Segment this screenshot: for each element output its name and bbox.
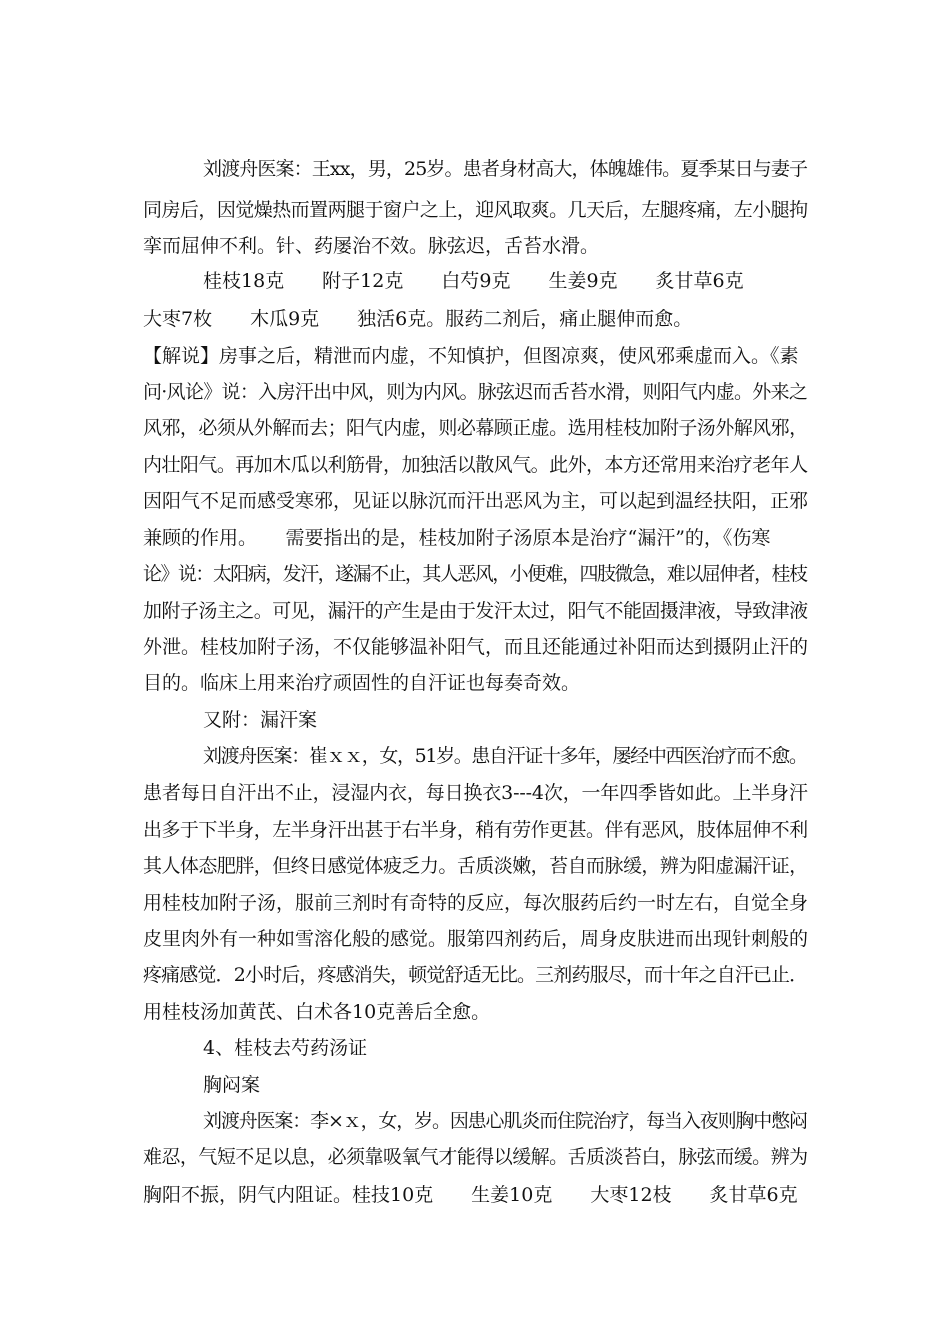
text-line (0, 924, 950, 954)
line-text: 论》说：太阳病，发汗，遂漏不止，其人恶风，小便难，四肢微急，难以屈伸者，桂枝 (143, 563, 807, 585)
line-text: 桂枝18克 附子12克 白芍9克 生姜9克 炙甘草6克 (203, 270, 744, 292)
text-line (0, 1106, 950, 1136)
line-text: 刘渡舟医案：王xx，男，25岁。患者身材高大，体魄雄伟。夏季某日与妻子 (203, 158, 808, 180)
text-line (0, 741, 950, 771)
line-text: 又附：漏汗案 (203, 709, 318, 731)
text-line (0, 596, 950, 626)
text-line (0, 304, 950, 334)
line-text: 内壮阳气。再加木瓜以利筋骨，加独活以散风气。此外，本方还常用来治疗老年人 (143, 454, 808, 476)
line-text: 同房后，因觉燥热而置两腿于窗户之上，迎风取爽。几天后，左腿疼痛，左小腿拘 (143, 199, 808, 221)
line-text: 刘渡舟医案：崔ｘｘ，女，51岁。患自汗证十多年，屡经中西医治疗而不愈。 (203, 745, 807, 767)
text-line (0, 195, 950, 225)
line-text: 兼顾的作用。 需要指出的是，桂枝加附子汤原本是治疗“漏汗”的，《伤寒 (143, 527, 771, 549)
text-line (0, 559, 950, 589)
text-line (0, 851, 950, 881)
line-text: 胸阳不振，阴气内阻证。桂技10克 生姜10克 大枣12枝 炙甘草6克 (143, 1184, 798, 1206)
text-line (0, 413, 950, 443)
line-text: 患者每日自汗出不止，浸湿内衣，每日换衣3---4次，一年四季皆如此。上半身汗 (143, 782, 808, 804)
text-line (0, 154, 950, 184)
line-text: 胸闷案 (203, 1074, 261, 1096)
text-line (0, 341, 950, 371)
text-line (0, 1033, 950, 1063)
line-text: 难忍，气短不足以息，必须靠吸氧气才能得以缓解。舌质淡苔白，脉弦而缓。辨为 (143, 1146, 808, 1168)
text-line (0, 632, 950, 662)
text-line (0, 1070, 950, 1100)
text-line (0, 231, 950, 261)
text-line (0, 1142, 950, 1172)
line-text: 风邪，必须从外解而去；阳气内虚，则必幕顾正虚。选用桂枝加附子汤外解风邪， (143, 417, 808, 439)
line-text: 用桂枝加附子汤，服前三剂时有奇特的反应，每次服药后约一时左右，自觉全身 (143, 892, 809, 914)
line-text: 出多于下半身，左半身汗出甚于右半身，稍有劳作更甚。伴有恶风，肢体屈伸不利 (143, 819, 808, 841)
text-line (0, 997, 950, 1027)
text-line (0, 486, 950, 516)
line-text: 加附子汤主之。可见，漏汗的产生是由于发汗太过，阳气不能固摄津液，导致津液 (143, 600, 808, 622)
line-text: 因阳气不足而感受寒邪，见证以脉沉而汗出恶风为主，可以起到温经扶阳，正邪 (143, 490, 809, 512)
text-line (0, 266, 950, 296)
text-line (0, 778, 950, 808)
line-text: 【解说】房事之后，精泄而内虚，不知慎护，但图凉爽，使风邪乘虚而入。《素 (143, 345, 799, 367)
text-line (0, 450, 950, 480)
line-text: 刘渡舟医案：李×ｘ，女，岁。因患心肌炎而住院治疗，每当入夜则胸中憋闷 (203, 1110, 807, 1132)
line-text: 目的。临床上用来治疗顽固性的自汗证也每奏奇效。 (143, 672, 581, 694)
text-line (0, 815, 950, 845)
line-text: 外泄。桂枝加附子汤，不仅能够温补阳气，而且还能通过补阳而达到摄阴止汗的 (143, 636, 809, 658)
line-text: 用桂枝汤加黄芪、白术各10克善后全愈。 (143, 1001, 491, 1023)
text-line (0, 523, 950, 553)
text-line (0, 377, 950, 407)
text-line (0, 960, 950, 990)
line-text: 其人体态肥胖，但终日感觉体疲乏力。舌质淡嫩，苔自而脉缓，辨为阳虚漏汗证， (143, 855, 808, 877)
text-line (0, 705, 950, 735)
line-text: 皮里肉外有一种如雪溶化般的感觉。服第四剂药后，周身皮肤进而出现针刺般的 (143, 928, 809, 950)
line-text: 大枣7枚 木瓜9克 独活6克。服药二剂后，痛止腿伸而愈。 (143, 308, 693, 330)
line-text: 疼痛感觉．2小时后，疼感消失，顿觉舒适无比。三剂药服尽，而十年之自汗已止． (143, 964, 808, 986)
line-text: 4、桂枝去芍药汤证 (203, 1037, 368, 1059)
line-text: 挛而屈伸不利。针、药屡治不效。脉弦迟，舌苔水滑。 (143, 235, 600, 257)
text-line (0, 888, 950, 918)
text-line (0, 1180, 950, 1210)
line-text: 问·风论》说：入房汗出中风，则为内风。脉弦迟而舌苔水滑，则阳气内虚。外来之 (143, 381, 808, 403)
text-line (0, 668, 950, 698)
